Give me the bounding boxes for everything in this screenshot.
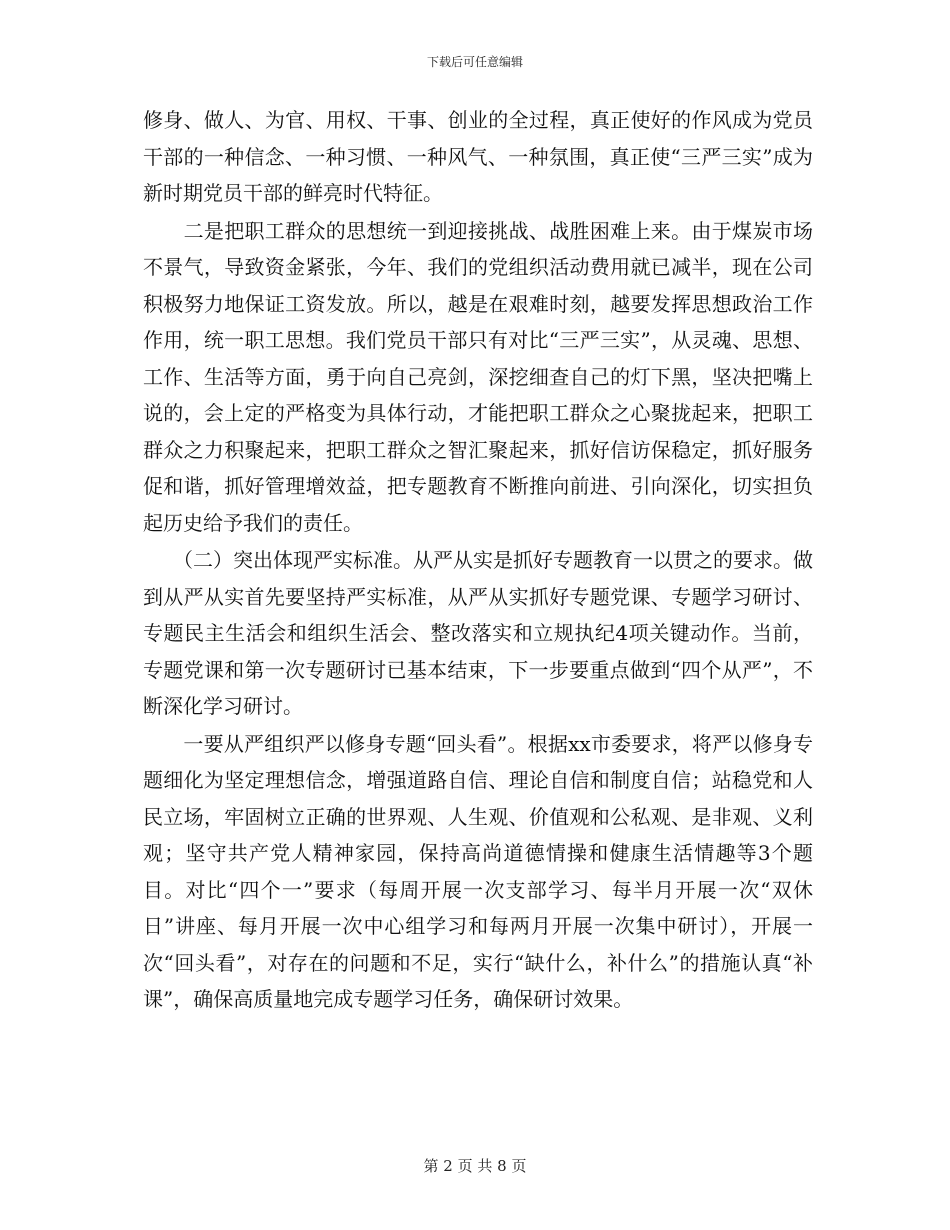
paragraph: 修身、做人、为官、用权、干事、创业的全过程，真正使好的作风成为党员干部的一种信念、一种习惯、一种风气、一种氛围，真正使“三严三实”成为新时期党员干部的鲜亮时代特征。 bbox=[143, 108, 813, 205]
paragraph: 一要从严组织严以修身专题“回头看”。根据xx市委要求，将严以修身专题细化为坚定理想信念，增强道路自信、理论自信和制度自信；站稳党和人民立场，牢固树立正确的世界观、人生观、价值观和公私观、是非观、义利观；坚守共产党人精神家园，保持高尚道德情操和健康生活情趣等3个题目。对比“四个一”要求（每周开展一次支部学习、每半月开展一次“双休日”讲座、每月开展一次中心组学习和每两月开展一次集中研讨），开展一次“回头看”，对存在的问题和不足，实行“缺什么，补什么”的措施认真“补课”，确保高质量地完成专题学习任务，确保研讨效果。 bbox=[143, 731, 813, 1011]
page-footer: 第 2 页 共 8 页 bbox=[423, 1157, 527, 1175]
document-body bbox=[143, 102, 813, 1019]
paragraph: （二）突出体现严实标准。从严从实是抓好专题教育一以贯之的要求。做到从严从实首先要坚持严实标准，从严从实抓好专题党课、专题学习研讨、专题民主生活会和组织生活会、整改落实和立规执纪4项关键动作。当前，专题党课和第一次专题研讨已基本结束，下一步要重点做到“四个从严”，不断深化学习研讨。 bbox=[143, 548, 813, 718]
paragraph: 二是把职工群众的思想统一到迎接挑战、战胜困难上来。由于煤炭市场不景气，导致资金紧张，今年、我们的党组织活动费用就已减半，现在公司积极努力地保证工资发放。所以，越是在艰难时刻，越要发挥思想政治工作作用，统一职工思想。我们党员干部只有对比“三严三实”，从灵魂、思想、工作、生活等方面，勇于向自己亮剑，深挖细查自己的灯下黑，坚决把嘴上说的，会上定的严格变为具体行动，才能把职工群众之心聚拢起来，把职工群众之力积聚起来，把职工群众之智汇聚起来，抓好信访保稳定，抓好服务促和谐，抓好管理增效益，把专题教育不断推向前进、引向深化，切实担负起历史给予我们的责任。 bbox=[143, 218, 813, 535]
page-header: 下载后可任意编辑 bbox=[426, 55, 523, 69]
